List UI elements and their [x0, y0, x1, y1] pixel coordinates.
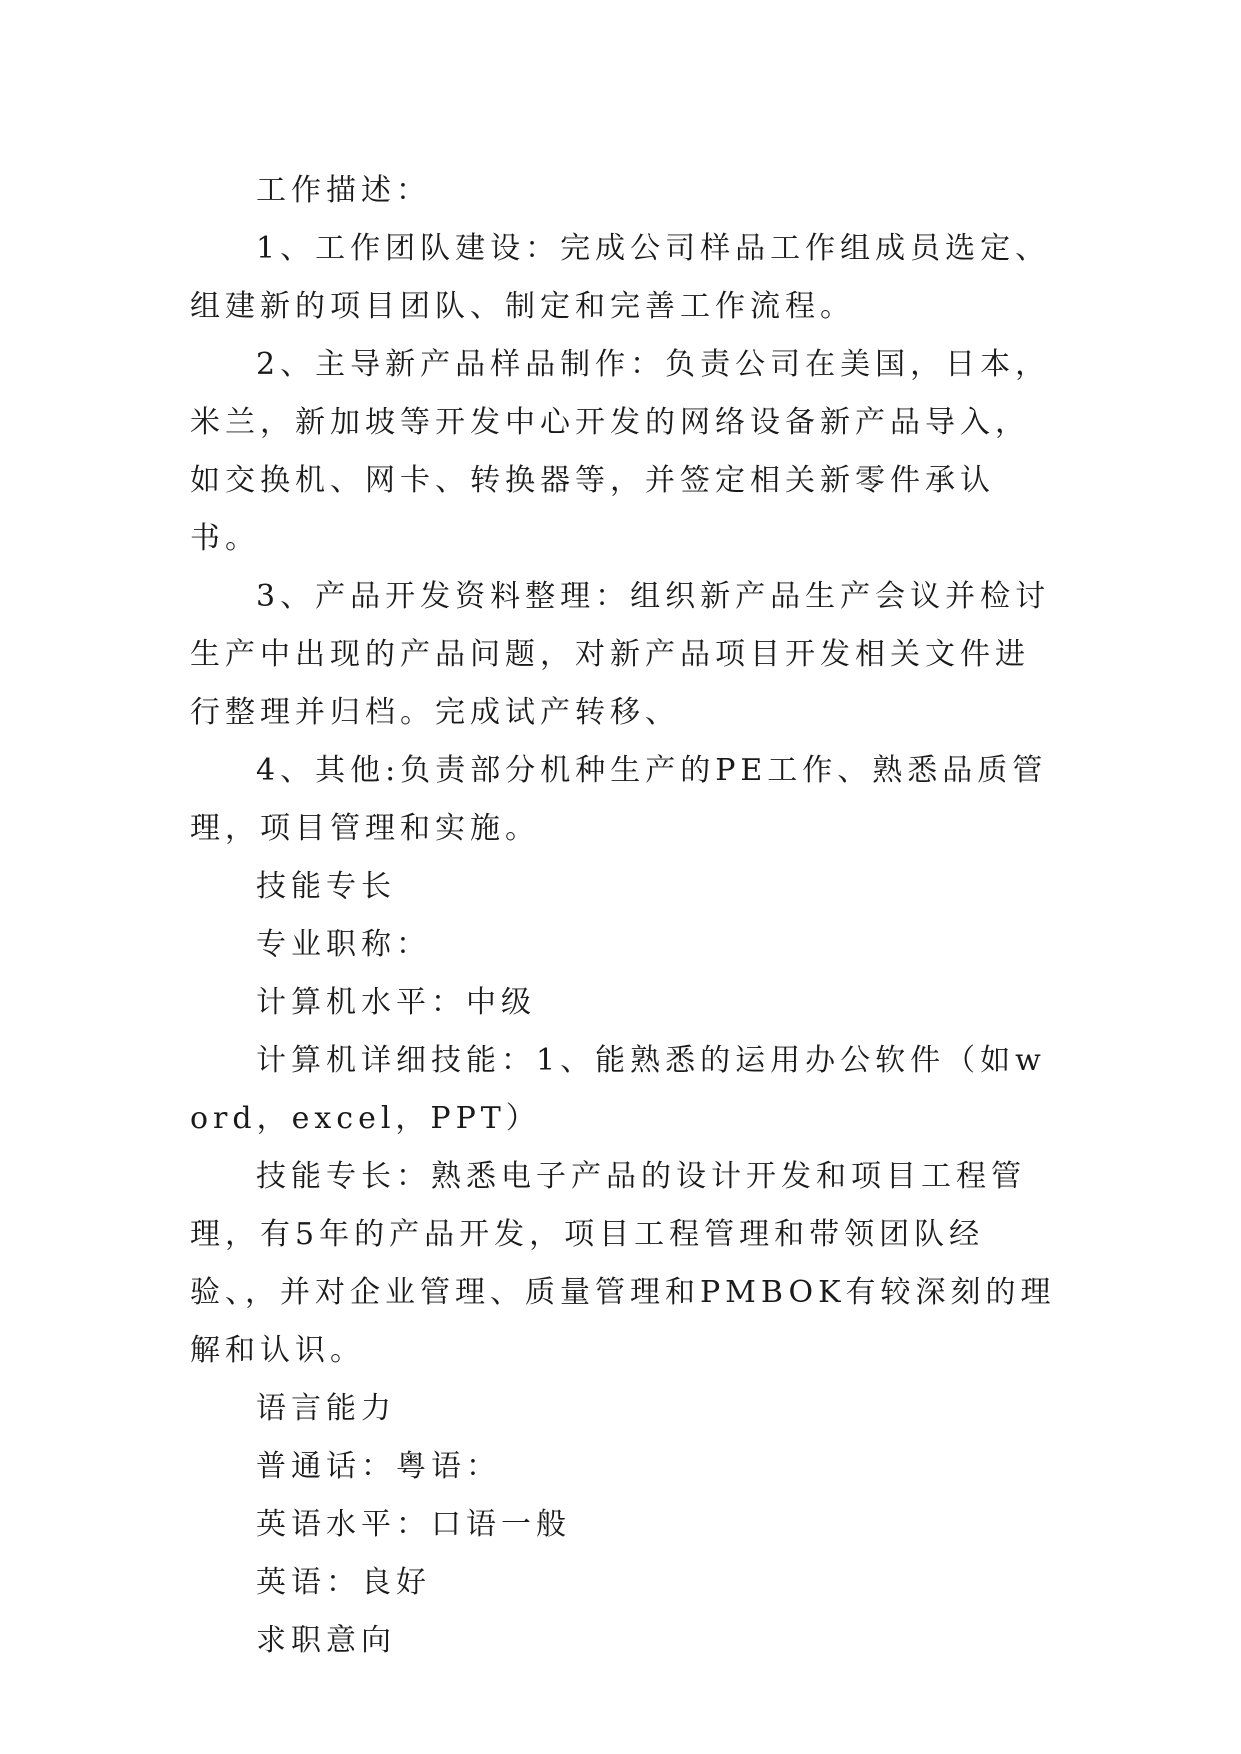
paragraph-team-building: 1、工作团队建设：完成公司样品工作组成员选定、组建新的项目团队、制定和完善工作流程。 — [190, 231, 1051, 324]
line-professional-title: 专业职称： — [256, 927, 431, 962]
heading-language-ability: 语言能力 — [256, 1391, 396, 1426]
heading-job-intention: 求职意向 — [256, 1623, 396, 1658]
line-english: 英语：良好 — [256, 1565, 431, 1600]
line-english-level: 英语水平：口语一般 — [256, 1507, 571, 1542]
paragraph-other-duties: 4、其他:负责部分机种生产的PE工作、熟悉品质管理，项目管理和实施。 — [190, 753, 1048, 846]
heading-job-description: 工作描述： — [256, 173, 431, 208]
paragraph-development-data: 3、产品开发资料整理：组织新产品生产会议并检讨生产中出现的产品问题，对新产品项目开发相关文件进行整理并归档。完成试产转移、 — [190, 579, 1051, 730]
document-body — [190, 162, 1060, 1670]
line-computer-level: 计算机水平：中级 — [256, 985, 536, 1020]
heading-skills: 技能专长 — [256, 869, 396, 904]
line-mandarin-cantonese: 普通话：粤语： — [256, 1449, 501, 1484]
paragraph-skill-summary: 技能专长：熟悉电子产品的设计开发和项目工程管理，有5年的产品开发，项目工程管理和带领团队经验、，并对企业管理、质量管理和PMBOK有较深刻的理解和认识。 — [190, 1159, 1056, 1368]
paragraph-computer-skills: 计算机详细技能：1、能熟悉的运用办公软件（如word，excel，PPT） — [190, 1043, 1046, 1136]
paragraph-sample-production: 2、主导新产品样品制作：负责公司在美国，日本，米兰，新加坡等开发中心开发的网络设备新产品导入，如交换机、网卡、转换器等，并签定相关新零件承认书。 — [190, 347, 1051, 556]
